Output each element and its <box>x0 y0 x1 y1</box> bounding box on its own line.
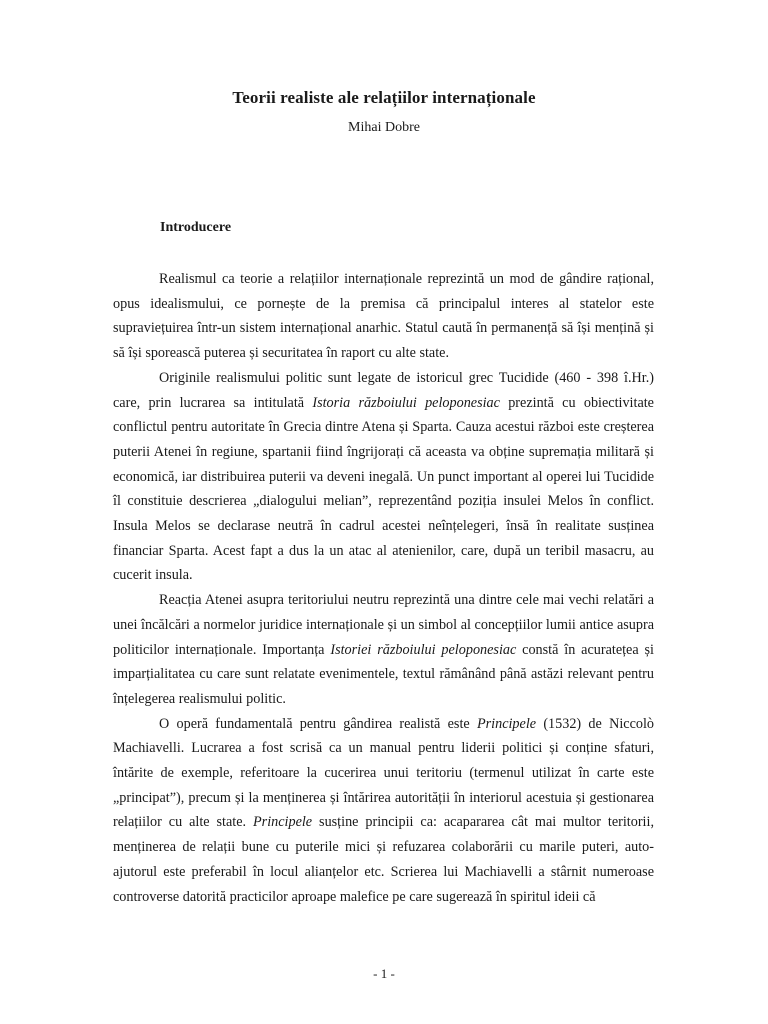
document-body <box>113 267 654 909</box>
book-title: Istoriei războiului peloponesiac <box>330 641 517 658</box>
paragraph: Originile realismului politic sunt legate de istoricul grec Tucidide (460 - 398 î.Hr.) care, prin lucrarea sa intitulată Istoria războiului peloponesiac prezintă cu obiectivitate conflictul pentru autoritate în Grecia dintre Atena și Sparta. Cauza acestui război este creșterea puterii Atenei în regiune, spartanii fiind îngrijorați că aceasta va obține supremația militară și economică, iar distribuirea puterii va deveni inegală. Un punct important al operei lui Tucidide îl constituie descrierea „dialogului melian”, reprezentând poziția insulei Melos în conflict. Insula Melos se declarase neutră în cadrul acestei neînțelegeri, însă în realitate susținea financiar Sparta. Acest fapt a dus la un atac al atenienilor, care, după un teribil masacru, au cucerit insula. <box>113 369 654 584</box>
book-title: Istoria războiului peloponesiac <box>312 394 500 411</box>
paragraph: Realismul ca teorie a relațiilor internaționale reprezintă un mod de gândire rațional, opus idealismului, ce pornește de la premisa că principalul interes al statelor este supraviețuirea într-un sistem internațional anarhic. Statul caută în permanență să își mențină și să își sporească puterea și securitatea în raport cu alte state. <box>113 271 654 362</box>
document-author: Mihai Dobre <box>348 120 420 135</box>
section-heading: Introducere <box>160 220 232 235</box>
page-number: - 1 - <box>373 966 395 981</box>
book-title: Principele <box>476 715 537 732</box>
book-title: Principele <box>253 814 313 831</box>
document-title: Teorii realiste ale relațiilor internaționale <box>232 88 536 107</box>
paragraph: O operă fundamentală pentru gândirea realistă este Principele (1532) de Niccolò Machiavelli. Lucrarea a fost scrisă ca un manual pentru liderii politici și conține sfaturi, întărite de exemple, referitoare la cucerirea unui teritoriu (termenul utilizat în carte este „principat”), precum și la menținerea și întărirea autorității în interiorul acestuia și gestionarea relațiilor cu alte state. Principele susține principii ca: acapararea cât mai multor teritorii, menținerea de relații bune cu puterile mici și refuzarea colaborării cu marile puteri, auto-ajutorul este preferabil în locul alianțelor etc. Scrierea lui Machiavelli a stârnit numeroase controverse datorită practicilor aproape malefice pe care sugerează în spiritul ideii că <box>113 715 654 905</box>
paragraph: Reacția Atenei asupra teritoriului neutru reprezintă una dintre cele mai vechi relatări a unei încălcări a normelor juridice internaționale și un simbol al concepțiilor lumii antice asupra politicilor internaționale. Importanța Istoriei războiului peloponesiac constă în acuratețea și imparțialitatea cu care sunt relatate evenimentele, textul rămânând până astăzi relevant pentru înțelegerea realismului politic. <box>113 592 654 707</box>
